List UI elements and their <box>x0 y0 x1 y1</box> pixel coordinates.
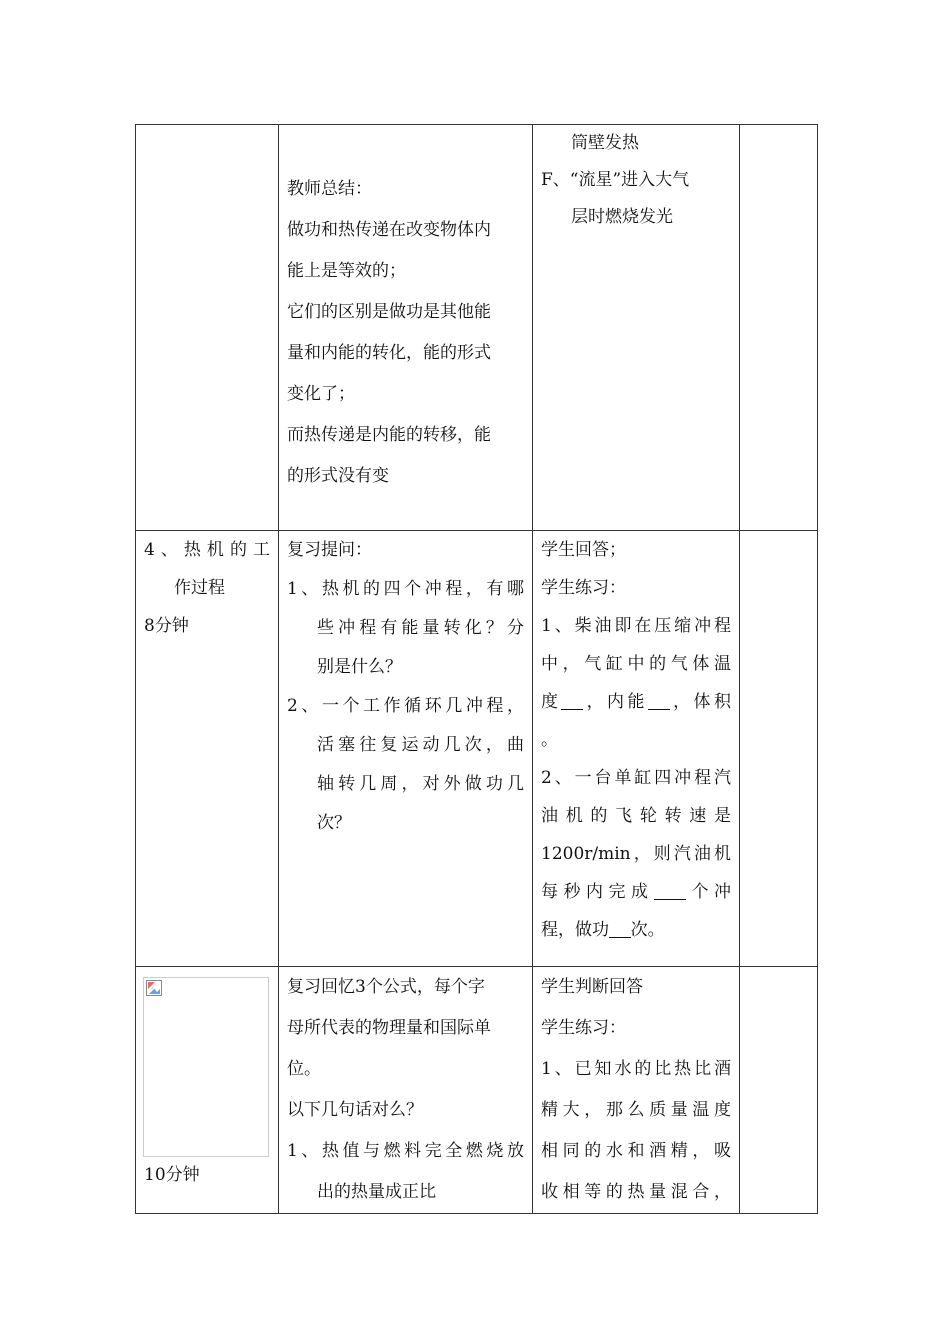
text-span: ，体积 <box>669 692 731 712</box>
text-line: 。 <box>541 730 558 750</box>
teacher-activity-cell <box>279 967 533 1214</box>
text-line: 精大，那么质量温度 <box>541 1100 731 1120</box>
student-activity-cell <box>533 125 740 531</box>
text-line: 学生练习： <box>541 1018 626 1038</box>
text-line: 它们的区别是做功是其他能 <box>287 302 491 322</box>
stage-cell <box>136 531 279 967</box>
text-line: 1、热机的四个冲程，有哪 <box>287 579 524 599</box>
text-line: 而热传递是内能的转移，能 <box>287 425 491 445</box>
text-line: 变化了； <box>287 384 355 404</box>
image-placeholder <box>143 977 269 1157</box>
text-line: 中，气缸中的气体温 <box>541 654 731 674</box>
text-line <box>541 162 731 236</box>
text-line: 以下几句话对么？ <box>287 1100 423 1120</box>
student-activity-cell <box>533 967 740 1214</box>
text-line: 些冲程有能量转化？分 <box>317 618 524 638</box>
text-line: 做功和热传递在改变物体内 <box>287 220 491 240</box>
text-line: 1、柴油即在压缩冲程 <box>541 616 731 636</box>
text-line: 1、热值与燃料完全燃烧放 <box>287 1141 524 1161</box>
stage-cell <box>136 967 279 1214</box>
text-line: 1200r/min，则汽油机 <box>541 844 731 864</box>
text-line: 出的热量成正比 <box>317 1182 436 1202</box>
text-line <box>541 911 731 949</box>
stage-cell <box>136 125 279 531</box>
text-span: 次。 <box>630 920 665 940</box>
text-line: 油机的飞轮转速是 <box>541 806 731 826</box>
answer-blank <box>654 885 686 900</box>
notes-cell <box>740 125 818 531</box>
text-line <box>541 873 731 911</box>
text-line: 的形式没有变 <box>287 466 389 486</box>
text-line: 筒壁发热 <box>571 133 639 153</box>
notes-cell <box>740 967 818 1214</box>
text-line: 别是什么？ <box>317 657 402 677</box>
table-row <box>136 125 818 531</box>
answer-blank <box>561 695 583 710</box>
broken-image-icon <box>146 980 162 996</box>
text-line: 相同的水和酒精，吸 <box>541 1141 731 1161</box>
text-line: 教师总结： <box>287 179 372 199</box>
text-line: 量和内能的转化，能的形式 <box>287 343 491 363</box>
text-line: 学生判断回答 <box>541 977 643 997</box>
table-row <box>136 531 818 967</box>
answer-blank <box>648 695 670 710</box>
text-line: 母所代表的物理量和国际单 <box>287 1018 491 1038</box>
text-line: 复习提问： <box>287 540 372 560</box>
student-activity-cell <box>533 531 740 967</box>
text-line: 次？ <box>317 813 351 833</box>
teacher-activity-cell <box>279 531 533 967</box>
text-span: 个冲 <box>685 882 732 902</box>
text-line: 活塞往复运动几次，曲 <box>317 735 524 755</box>
text-line: 2、一台单缸四冲程汽 <box>541 768 731 788</box>
teacher-activity-cell <box>279 125 533 531</box>
text-line: 8分钟 <box>144 616 189 636</box>
text-span: F、“流星”进入大气 <box>541 170 690 190</box>
text-span: 层时燃烧发光 <box>571 207 673 227</box>
text-span: 每秒内完成 <box>541 882 654 902</box>
text-line: 作过程 <box>174 578 225 598</box>
text-span: ，内能 <box>583 692 648 712</box>
text-line: 学生回答； <box>541 540 626 560</box>
text-line <box>541 683 731 721</box>
notes-cell <box>740 531 818 967</box>
text-line: 学生练习： <box>541 578 626 598</box>
table-row <box>136 967 818 1214</box>
answer-blank <box>609 923 631 938</box>
text-line: 复习回忆3个公式，每个字 <box>287 977 485 997</box>
text-line: 10分钟 <box>144 1165 200 1185</box>
text-line: 轴转几周，对外做功几 <box>317 774 524 794</box>
text-line: 收相等的热量混合， <box>541 1182 731 1202</box>
text-line: 位。 <box>287 1059 321 1079</box>
text-line: 2、一个工作循环几冲程， <box>287 696 524 716</box>
text-line: 4、热机的工 <box>144 540 270 560</box>
text-span: 度 <box>541 692 562 712</box>
lesson-plan-table <box>135 124 818 1214</box>
text-line: 能上是等效的； <box>287 261 406 281</box>
text-line: 1、已知水的比热比酒 <box>541 1059 731 1079</box>
text-span: 程，做功 <box>541 920 609 940</box>
